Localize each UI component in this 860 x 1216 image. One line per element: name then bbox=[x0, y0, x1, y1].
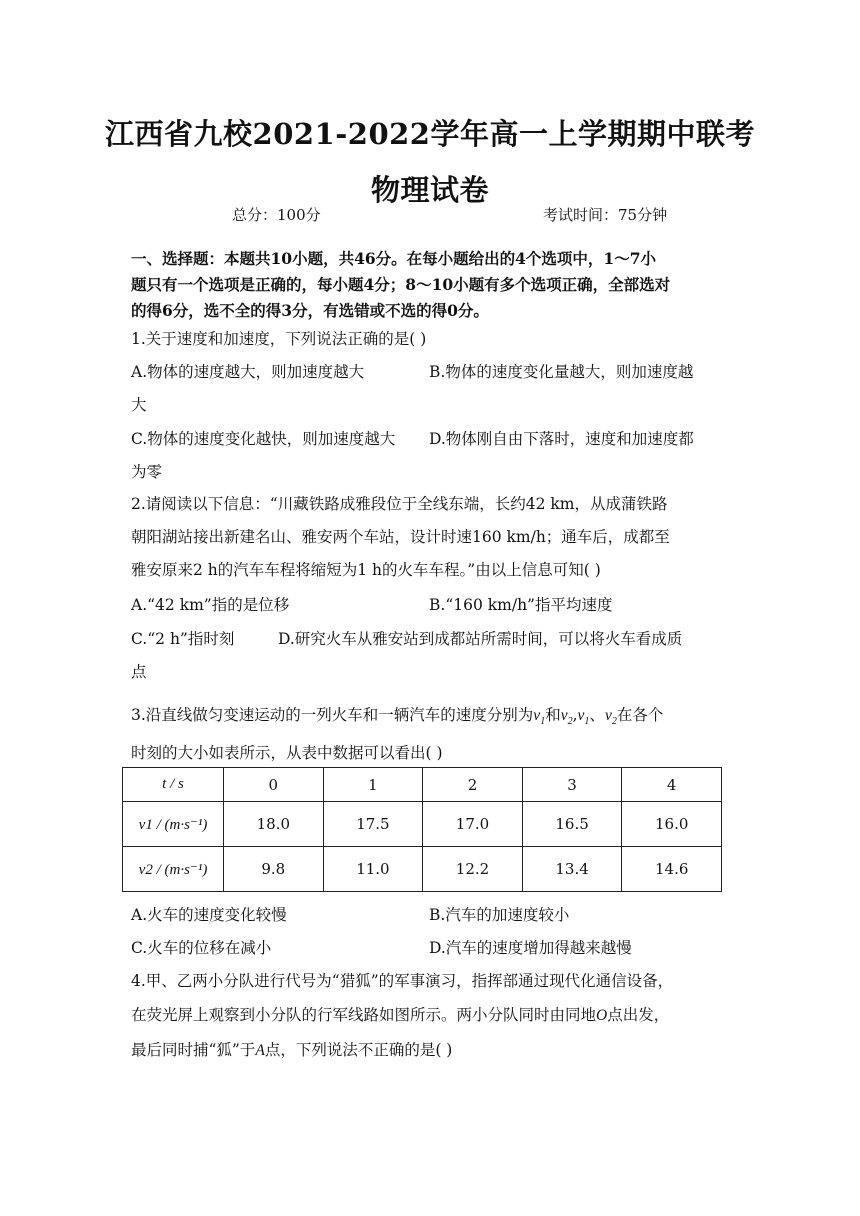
velocity-table bbox=[122, 767, 722, 892]
v1-symbol-2: $v_1$ bbox=[577, 707, 590, 728]
q3-option-c: C.火车的位移在减小 bbox=[131, 939, 272, 957]
v1-cell: 17.0 bbox=[423, 802, 523, 847]
v2-cell: 14.6 bbox=[622, 847, 722, 892]
q3-and-text: 和 bbox=[545, 706, 561, 724]
q2-stem-3: 雅安原来2 h的汽车车程将缩短为1 h的火车车程。”由以上信息可知( ) bbox=[131, 561, 601, 579]
q2-option-d: D.研究火车从雅安站到成都站所需时间，可以将火车看成质 bbox=[278, 630, 683, 648]
v2-symbol: $v_2$ bbox=[560, 707, 573, 728]
q3-stem-2: 时刻的大小如表所示，从表中数据可以看出( ) bbox=[131, 744, 443, 762]
time-cell: 0 bbox=[224, 768, 324, 802]
v1-cell: 16.0 bbox=[622, 802, 722, 847]
section-instruction-2: 题只有一个选项是正确的，每小题4分；8～10小题有多个选项正确，全部选对 bbox=[131, 275, 671, 294]
v2-cell: 11.0 bbox=[323, 847, 423, 892]
time-header: t / s bbox=[123, 768, 224, 802]
q2-option-c: C.“2 h”指时刻 bbox=[131, 630, 235, 648]
page-title: 江西省九校2021-2022学年高一上学期期中联考 bbox=[105, 117, 755, 151]
q4-stem-tail: 点出发， bbox=[607, 1006, 670, 1024]
v1-cell: 17.5 bbox=[323, 802, 423, 847]
v1-cell: 16.5 bbox=[522, 802, 622, 847]
q2-stem-1: 2.请阅读以下信息：“川藏铁路成雅段位于全线东端，长约42 km，从成蒲铁路 bbox=[131, 495, 668, 513]
section-instruction-3: 的得6分，选不全的得3分，有选错或不选的得0分。 bbox=[131, 301, 489, 320]
q4-stem-2 bbox=[131, 1003, 669, 1025]
q4-stem-text-3: 最后同时捕“狐”于 bbox=[131, 1041, 256, 1059]
table-row bbox=[123, 847, 722, 892]
q3-stem-1: 3.沿直线做匀变速运动的一列火车和一辆汽车的速度分别为$v_1$和$v_2,v_1$、$v_2$在各个 bbox=[131, 706, 664, 728]
q2-stem-2: 朝阳湖站接出新建名山、雅安两个车站，设计时速160 km/h；通车后，成都至 bbox=[131, 528, 670, 546]
q1-option-c: C.物体的速度变化越快，则加速度越大 bbox=[131, 430, 396, 448]
q1-option-d-wrap: 为零 bbox=[131, 463, 163, 481]
q4-stem-3 bbox=[131, 1038, 452, 1060]
v2-header: v2 / (m·s⁻¹) bbox=[123, 847, 224, 892]
v1-header: v1 / (m·s⁻¹) bbox=[123, 802, 224, 847]
point-o-label: O bbox=[596, 1007, 608, 1024]
point-a-label: A bbox=[255, 1042, 265, 1059]
q3-stem-text: 3.沿直线做匀变速运动的一列火车和一辆汽车的速度分别为 bbox=[131, 706, 534, 724]
q1-option-b-wrap: 大 bbox=[131, 396, 147, 414]
q1-stem: 1.关于速度和加速度，下列说法正确的是( ) bbox=[131, 330, 427, 348]
q1-option-a: A.物体的速度越大，则加速度越大 bbox=[131, 363, 365, 381]
q3-option-d: D.汽车的速度增加得越来越慢 bbox=[429, 939, 632, 957]
q3-stem-tail: 在各个 bbox=[616, 706, 664, 724]
page-subtitle: 物理试卷 bbox=[370, 173, 489, 207]
q4-stem-text: 在荧光屏上观察到小分队的行军线路如图所示。两小分队同时由同地 bbox=[131, 1006, 597, 1024]
time-cell: 2 bbox=[423, 768, 523, 802]
q4-stem-1: 4.甲、乙两小分队进行代号为“猎狐”的军事演习，指挥部通过现代化通信设备， bbox=[131, 972, 674, 990]
v2-cell: 12.2 bbox=[423, 847, 523, 892]
q3-option-b: B.汽车的加速度较小 bbox=[429, 906, 570, 924]
q1-option-b: B.物体的速度变化量越大，则加速度越 bbox=[429, 363, 694, 381]
q2-option-b: B.“160 km/h”指平均速度 bbox=[429, 596, 613, 614]
v1-symbol: $v_1$ bbox=[533, 707, 546, 728]
table-row bbox=[123, 768, 722, 802]
total-score: 总分：100分 bbox=[232, 206, 321, 224]
v1-cell: 18.0 bbox=[224, 802, 324, 847]
v2-cell: 9.8 bbox=[224, 847, 324, 892]
q2-option-a: A.“42 km”指的是位移 bbox=[131, 596, 290, 614]
exam-time: 考试时间：75分钟 bbox=[543, 206, 668, 224]
q3-option-a: A.火车的速度变化较慢 bbox=[131, 906, 287, 924]
table-row bbox=[123, 802, 722, 847]
time-cell: 3 bbox=[522, 768, 622, 802]
v2-symbol-2: $v_2$ bbox=[604, 707, 617, 728]
q1-option-d: D.物体刚自由下落时，速度和加速度都 bbox=[429, 430, 694, 448]
q4-stem-tail-3: 点，下列说法不正确的是( ) bbox=[264, 1041, 453, 1059]
section-instruction-1: 一、选择题：本题共10小题，共46分。在每小题给出的4个选项中，1～7小 bbox=[131, 249, 656, 268]
time-cell: 1 bbox=[323, 768, 423, 802]
time-cell: 4 bbox=[622, 768, 722, 802]
v2-cell: 13.4 bbox=[522, 847, 622, 892]
q2-option-d-wrap: 点 bbox=[131, 663, 147, 681]
